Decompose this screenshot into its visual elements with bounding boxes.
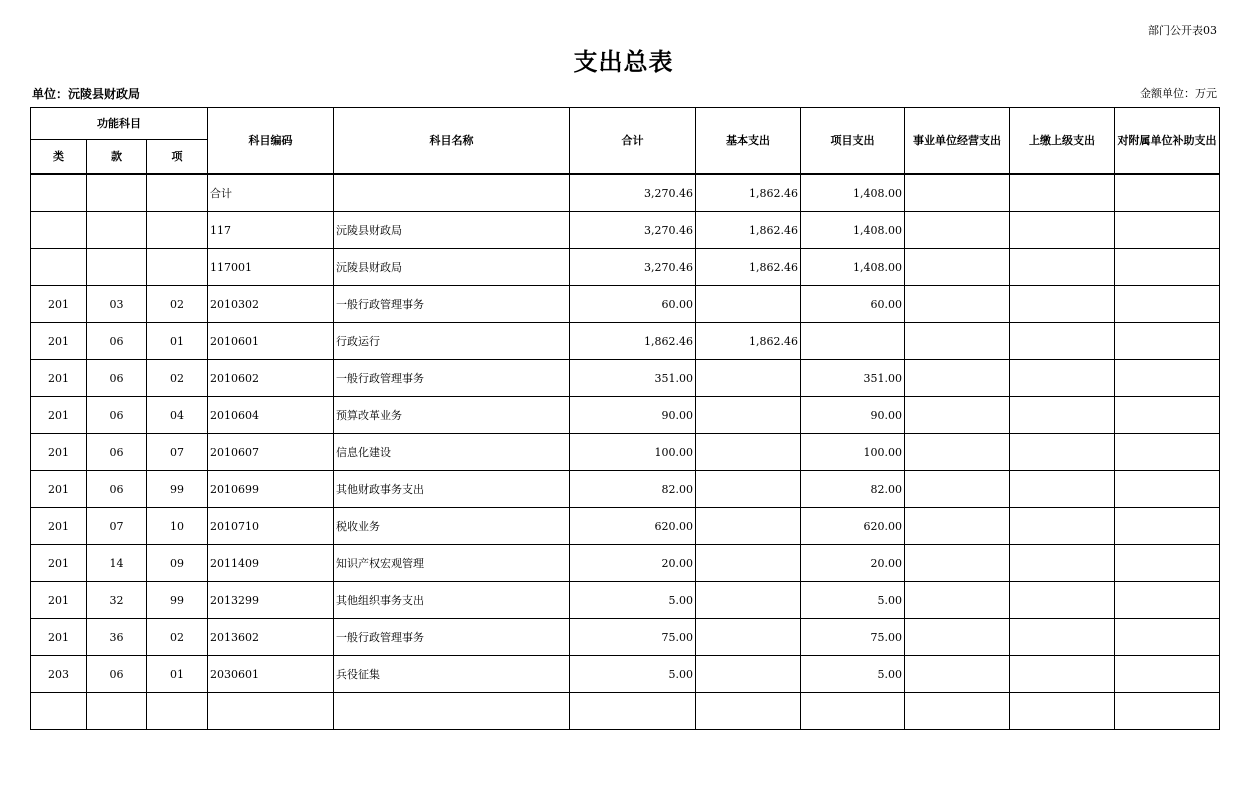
cell-basic: [696, 619, 801, 656]
cell-project: 351.00: [801, 360, 905, 397]
cell-lei: 201: [31, 286, 87, 323]
cell-total: 20.00: [570, 545, 696, 582]
cell-kuan: 14: [87, 545, 147, 582]
cell-lei: [31, 249, 87, 286]
cell-code: 2011409: [208, 545, 334, 582]
unit-label: 单位：沅陵县财政局: [32, 87, 141, 101]
col-header-kuan: 款: [87, 140, 147, 175]
table-row: [31, 174, 1220, 212]
cell-lei: [31, 212, 87, 249]
cell-remit: [1010, 471, 1115, 508]
amount-unit: 金额单位：万元: [1140, 87, 1217, 100]
cell-total: 60.00: [570, 286, 696, 323]
cell-lei: 201: [31, 508, 87, 545]
cell-remit: [1010, 174, 1115, 212]
cell-name: 其他财政事务支出: [334, 471, 570, 508]
cell-subsidy: [1115, 212, 1220, 249]
cell-subsidy: [1115, 471, 1220, 508]
cell-kuan: [87, 212, 147, 249]
col-header-subject-name: 科目名称: [334, 108, 570, 175]
table-row: [31, 619, 1220, 656]
cell-name: 知识产权宏观管理: [334, 545, 570, 582]
cell-total: 5.00: [570, 656, 696, 693]
table-row: [31, 471, 1220, 508]
cell-subsidy: [1115, 434, 1220, 471]
cell-remit: [1010, 545, 1115, 582]
cell-kuan: 07: [87, 508, 147, 545]
cell-project: 20.00: [801, 545, 905, 582]
cell-xiang: 02: [147, 619, 208, 656]
cell-name: 沅陵县财政局: [334, 249, 570, 286]
cell-remit: [1010, 582, 1115, 619]
cell-business: [905, 434, 1010, 471]
cell-project: 5.00: [801, 656, 905, 693]
cell-basic: [696, 360, 801, 397]
cell-lei: 201: [31, 471, 87, 508]
table-row: [31, 545, 1220, 582]
col-header-basic-expense: 基本支出: [696, 108, 801, 175]
col-header-subject-code: 科目编码: [208, 108, 334, 175]
cell-kuan: 06: [87, 656, 147, 693]
cell-subsidy: [1115, 693, 1220, 730]
cell-lei: 203: [31, 656, 87, 693]
cell-xiang: [147, 174, 208, 212]
cell-xiang: 01: [147, 323, 208, 360]
cell-project: [801, 693, 905, 730]
cell-basic: [696, 397, 801, 434]
cell-lei: [31, 693, 87, 730]
cell-xiang: [147, 249, 208, 286]
cell-remit: [1010, 656, 1115, 693]
cell-remit: [1010, 323, 1115, 360]
cell-subsidy: [1115, 249, 1220, 286]
cell-remit: [1010, 508, 1115, 545]
cell-lei: 201: [31, 434, 87, 471]
cell-project: 82.00: [801, 471, 905, 508]
cell-xiang: 02: [147, 360, 208, 397]
table-row: [31, 360, 1220, 397]
cell-kuan: 32: [87, 582, 147, 619]
cell-xiang: 10: [147, 508, 208, 545]
cell-subsidy: [1115, 174, 1220, 212]
page-title: 支出总表: [573, 48, 674, 76]
cell-total: 3,270.46: [570, 212, 696, 249]
cell-total: 620.00: [570, 508, 696, 545]
cell-kuan: 06: [87, 360, 147, 397]
cell-basic: [696, 471, 801, 508]
cell-code: 117: [208, 212, 334, 249]
cell-total: 5.00: [570, 582, 696, 619]
cell-code: 117001: [208, 249, 334, 286]
cell-name: [334, 693, 570, 730]
cell-name: 行政运行: [334, 323, 570, 360]
cell-project: 1,408.00: [801, 249, 905, 286]
cell-lei: [31, 174, 87, 212]
cell-project: 1,408.00: [801, 212, 905, 249]
cell-name: [334, 174, 570, 212]
form-code: 部门公开表03: [1148, 24, 1217, 37]
table-row: [31, 286, 1220, 323]
table-row: [31, 434, 1220, 471]
cell-kuan: 36: [87, 619, 147, 656]
header-row-1: [31, 108, 1220, 140]
table-row: [31, 582, 1220, 619]
cell-xiang: 02: [147, 286, 208, 323]
cell-subsidy: [1115, 360, 1220, 397]
cell-code: 2030601: [208, 656, 334, 693]
cell-code: [208, 693, 334, 730]
cell-code: 2010601: [208, 323, 334, 360]
col-header-lei: 类: [31, 140, 87, 175]
cell-name: 税收业务: [334, 508, 570, 545]
cell-total: 82.00: [570, 471, 696, 508]
cell-project: 620.00: [801, 508, 905, 545]
cell-name: 预算改革业务: [334, 397, 570, 434]
cell-remit: [1010, 619, 1115, 656]
cell-basic: [696, 582, 801, 619]
cell-subsidy: [1115, 397, 1220, 434]
cell-subsidy: [1115, 545, 1220, 582]
cell-business: [905, 249, 1010, 286]
cell-code: 2010710: [208, 508, 334, 545]
cell-business: [905, 212, 1010, 249]
cell-business: [905, 508, 1010, 545]
table-row: [31, 249, 1220, 286]
cell-basic: 1,862.46: [696, 174, 801, 212]
cell-remit: [1010, 397, 1115, 434]
cell-project: 5.00: [801, 582, 905, 619]
cell-code: 2010607: [208, 434, 334, 471]
cell-xiang: 99: [147, 471, 208, 508]
cell-name: 其他组织事务支出: [334, 582, 570, 619]
col-header-business-expense: 事业单位经营支出: [905, 108, 1010, 175]
cell-lei: 201: [31, 582, 87, 619]
cell-remit: [1010, 693, 1115, 730]
cell-total: 100.00: [570, 434, 696, 471]
cell-xiang: 99: [147, 582, 208, 619]
cell-business: [905, 471, 1010, 508]
cell-business: [905, 656, 1010, 693]
cell-xiang: 04: [147, 397, 208, 434]
cell-project: [801, 323, 905, 360]
cell-total: 1,862.46: [570, 323, 696, 360]
cell-code: 2013602: [208, 619, 334, 656]
cell-total: 3,270.46: [570, 174, 696, 212]
cell-remit: [1010, 434, 1115, 471]
cell-name: 一般行政管理事务: [334, 360, 570, 397]
cell-code: 2010604: [208, 397, 334, 434]
cell-kuan: [87, 249, 147, 286]
table-row: [31, 693, 1220, 730]
cell-business: [905, 693, 1010, 730]
cell-kuan: 03: [87, 286, 147, 323]
cell-business: [905, 582, 1010, 619]
cell-name: 一般行政管理事务: [334, 619, 570, 656]
col-header-subsidy-affiliated: 对附属单位补助支出: [1115, 108, 1220, 175]
cell-project: 1,408.00: [801, 174, 905, 212]
cell-name: 沅陵县财政局: [334, 212, 570, 249]
col-header-project-expense: 项目支出: [801, 108, 905, 175]
cell-total: [570, 693, 696, 730]
cell-basic: [696, 434, 801, 471]
cell-xiang: 09: [147, 545, 208, 582]
col-header-remit-superior: 上缴上级支出: [1010, 108, 1115, 175]
cell-name: 信息化建设: [334, 434, 570, 471]
cell-project: 60.00: [801, 286, 905, 323]
cell-business: [905, 619, 1010, 656]
cell-basic: [696, 545, 801, 582]
cell-kuan: 06: [87, 471, 147, 508]
cell-business: [905, 360, 1010, 397]
cell-subsidy: [1115, 286, 1220, 323]
cell-lei: 201: [31, 360, 87, 397]
cell-basic: 1,862.46: [696, 249, 801, 286]
cell-project: 90.00: [801, 397, 905, 434]
cell-kuan: [87, 693, 147, 730]
cell-lei: 201: [31, 545, 87, 582]
cell-basic: [696, 693, 801, 730]
table-row: [31, 212, 1220, 249]
cell-subsidy: [1115, 619, 1220, 656]
cell-kuan: 06: [87, 323, 147, 360]
cell-code: 2013299: [208, 582, 334, 619]
cell-code: 2010699: [208, 471, 334, 508]
cell-lei: 201: [31, 619, 87, 656]
expense-summary-table: [30, 107, 1220, 730]
cell-basic: [696, 656, 801, 693]
cell-kuan: [87, 174, 147, 212]
cell-code: 2010602: [208, 360, 334, 397]
cell-basic: 1,862.46: [696, 212, 801, 249]
cell-kuan: 06: [87, 434, 147, 471]
cell-remit: [1010, 249, 1115, 286]
cell-xiang: 07: [147, 434, 208, 471]
col-header-xiang: 项: [147, 140, 208, 175]
cell-business: [905, 545, 1010, 582]
cell-remit: [1010, 286, 1115, 323]
cell-basic: [696, 508, 801, 545]
cell-code: 2010302: [208, 286, 334, 323]
table-row: [31, 656, 1220, 693]
cell-xiang: [147, 212, 208, 249]
col-header-total: 合计: [570, 108, 696, 175]
cell-basic: 1,862.46: [696, 323, 801, 360]
cell-remit: [1010, 360, 1115, 397]
table-row: [31, 397, 1220, 434]
cell-total: 351.00: [570, 360, 696, 397]
cell-code: 合计: [208, 174, 334, 212]
cell-xiang: [147, 693, 208, 730]
cell-total: 3,270.46: [570, 249, 696, 286]
cell-total: 90.00: [570, 397, 696, 434]
cell-subsidy: [1115, 656, 1220, 693]
cell-project: 75.00: [801, 619, 905, 656]
cell-business: [905, 174, 1010, 212]
cell-xiang: 01: [147, 656, 208, 693]
cell-business: [905, 323, 1010, 360]
cell-business: [905, 397, 1010, 434]
cell-basic: [696, 286, 801, 323]
cell-subsidy: [1115, 582, 1220, 619]
cell-business: [905, 286, 1010, 323]
cell-total: 75.00: [570, 619, 696, 656]
cell-remit: [1010, 212, 1115, 249]
table-row: [31, 508, 1220, 545]
cell-name: 兵役征集: [334, 656, 570, 693]
cell-subsidy: [1115, 508, 1220, 545]
cell-lei: 201: [31, 397, 87, 434]
cell-subsidy: [1115, 323, 1220, 360]
cell-project: 100.00: [801, 434, 905, 471]
cell-kuan: 06: [87, 397, 147, 434]
col-header-function-subject: 功能科目: [31, 108, 208, 140]
table-row: [31, 323, 1220, 360]
cell-lei: 201: [31, 323, 87, 360]
cell-name: 一般行政管理事务: [334, 286, 570, 323]
